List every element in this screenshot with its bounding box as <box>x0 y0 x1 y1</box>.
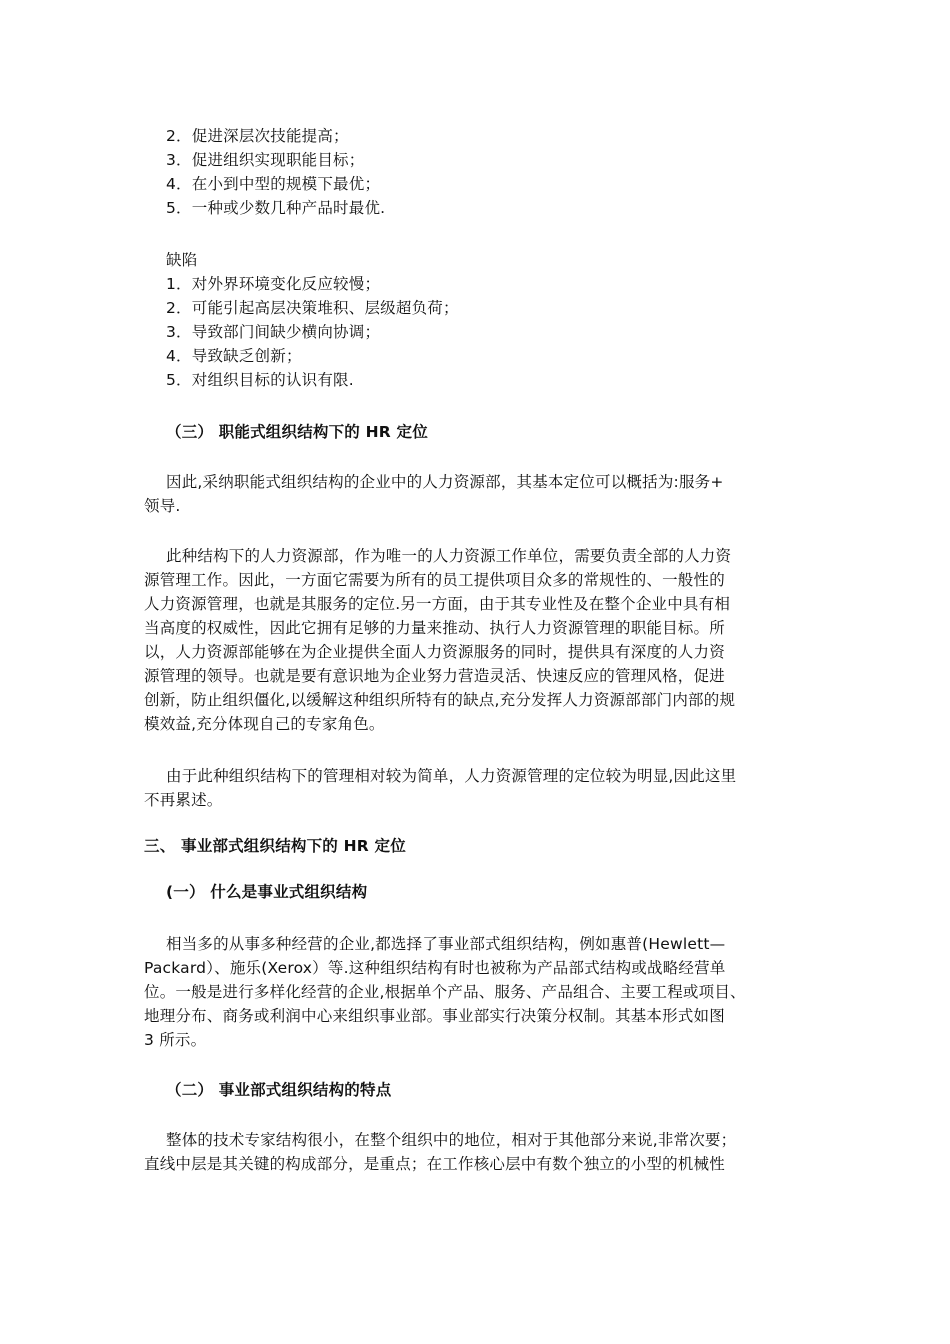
advantage-item-2: 2．促进深层次技能提高； <box>166 127 349 145</box>
defect-item-1: 1．对外界环境变化反应较慢； <box>166 275 381 293</box>
paragraph-line: 以，人力资源部能够在为企业提供全面人力资源服务的同时，提供具有深度的人力资 <box>144 643 725 661</box>
paragraph-line: 源管理工作。因此，一方面它需要为所有的员工提供项目众多的常规性的、一般性的 <box>144 571 725 589</box>
heading-what-is-divisional-structure: (一） 什么是事业式组织结构 <box>166 883 368 901</box>
paragraph-line: 领导. <box>144 497 181 515</box>
paragraph-line: 创新，防止组织僵化,以缓解这种组织所特有的缺点,充分发挥人力资源部部门内部的规 <box>144 691 736 709</box>
defect-item-2: 2．可能引起高层决策堆积、层级超负荷； <box>166 299 459 317</box>
advantage-item-4: 4．在小到中型的规模下最优； <box>166 175 381 193</box>
paragraph-line: 位。一般是进行多样化经营的企业,根据单个产品、服务、产品组合、主要工程或项目、 <box>144 983 746 1001</box>
defect-item-4: 4．导致缺乏创新； <box>166 347 302 365</box>
heading-functional-hr-positioning: （三） 职能式组织结构下的 HR 定位 <box>166 423 428 441</box>
paragraph-line: 当高度的权威性，因此它拥有足够的力量来推动、执行人力资源管理的职能目标。所 <box>144 619 725 637</box>
paragraph-line: 地理分布、商务或利润中心来组织事业部。事业部实行决策分权制。其基本形式如图 <box>144 1007 725 1025</box>
paragraph-line: 整体的技术专家结构很小，在整个组织中的地位，相对于其他部分来说,非常次要； <box>166 1131 737 1149</box>
paragraph-line: 不再累述。 <box>144 791 223 809</box>
defect-item-5: 5．对组织目标的认识有限. <box>166 371 354 389</box>
paragraph-line: 模效益,充分体现自己的专家角色。 <box>144 715 385 733</box>
advantage-item-3: 3．促进组织实现职能目标； <box>166 151 365 169</box>
paragraph-line: 相当多的从事多种经营的企业,都选择了事业部式组织结构，例如惠普(Hewlett— <box>166 935 726 953</box>
defects-label: 缺陷 <box>166 251 198 269</box>
paragraph-line: 因此,采纳职能式组织结构的企业中的人力资源部，其基本定位可以概括为:服务+ <box>166 473 724 491</box>
paragraph-line: Packard）、施乐(Xerox）等.这种组织结构有时也被称为产品部式结构或战略经营单 <box>144 959 726 977</box>
heading-divisional-structure-features: （二） 事业部式组织结构的特点 <box>166 1081 392 1099</box>
paragraph-line: 3 所示。 <box>144 1031 207 1049</box>
paragraph-line: 直线中层是其关键的构成部分，是重点；在工作核心层中有数个独立的小型的机械性 <box>144 1155 725 1173</box>
paragraph-line: 此种结构下的人力资源部，作为唯一的人力资源工作单位，需要负责全部的人力资 <box>166 547 732 565</box>
paragraph-line: 人力资源管理，也就是其服务的定位.另一方面，由于其专业性及在整个企业中具有相 <box>144 595 731 613</box>
advantage-item-5: 5．一种或少数几种产品时最优. <box>166 199 386 217</box>
paragraph-line: 源管理的领导。也就是要有意识地为企业努力营造灵活、快速反应的管理风格，促进 <box>144 667 725 685</box>
paragraph-line: 由于此种组织结构下的管理相对较为简单，人力资源管理的定位较为明显,因此这里 <box>166 767 737 785</box>
defect-item-3: 3．导致部门间缺少横向协调； <box>166 323 381 341</box>
section-heading-divisional-hr-positioning: 三、 事业部式组织结构下的 HR 定位 <box>144 837 406 855</box>
